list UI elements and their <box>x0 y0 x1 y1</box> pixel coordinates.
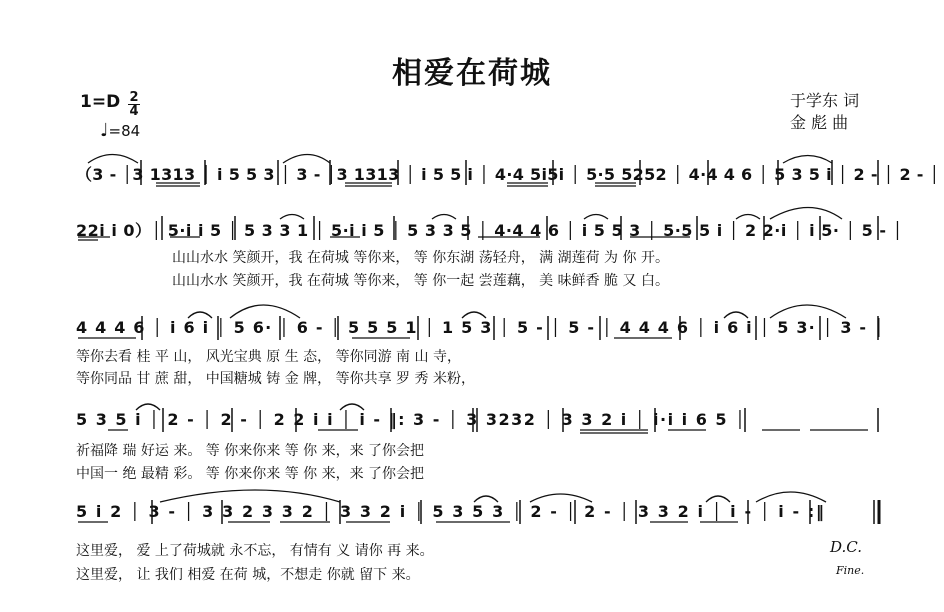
tempo-marking <box>100 120 140 141</box>
quarter-note-icon: ♩ <box>100 120 109 141</box>
notation-row-3: 4 4 4 6 │ i 6 i │ 5 6· │ 6 - │ 5 5 5 1 │ 1 5 3 │ 5 - │ 5 - │ 4 4 4 6 │ i 6 i │ 5 3· │ 3 - │ <box>76 318 885 337</box>
lyric-row-5-verse-2: 这里爱， 让 我们 相爱 在荷 城，不想走 你就 留下 来。 <box>76 567 420 583</box>
time-signature-bottom: 4 <box>129 104 139 119</box>
lyricist-credit: 于学东 词 <box>790 91 860 110</box>
lyric-row-2-verse-1: 山山水水 笑颜开，我 在荷城 等你来， 等 你东湖 荡轻舟， 满 湖莲荷 为 你 开。 <box>172 250 669 266</box>
composer-credit: 金 彪 曲 <box>790 113 849 132</box>
lyric-row-4-verse-2: 中国一 绝 最精 彩。 等 你来你来 等 你 来，来 了你会把 <box>76 466 425 482</box>
tempo-value: =84 <box>108 122 141 140</box>
notation-row-5: 5 i 2 │ 3 - │ 3 3 2 3 3 2 │ 3 3 2 i │ 5 3 5 3 │ 2 - │ 2 - │ 3 3 2 i │ i - │ i - :‖ <box>76 502 826 521</box>
fine-marking: Fine. <box>836 564 865 577</box>
dc-marking: D.C. <box>830 538 862 556</box>
lyric-row-2-verse-2: 山山水水 笑颜开，我 在荷城 等你来， 等 你一起 尝莲藕， 美 味鲜香 脆 又 白。 <box>172 273 669 289</box>
notation-row-2: 22i i 0）│ 5·i i 5 │ 5 3 3 1 │ 5·i i 5 │ 5 3 3 5 │ 4·4 4 6 │ i 5 5 3 │ 5·5 5 i │ 2 2·i │ i 5· │ 5 - │ <box>76 221 903 240</box>
lyric-row-3-verse-2: 等你同品 甘 蔗 甜， 中国糖城 铸 金 牌， 等你共享 罗 秀 米粉， <box>76 371 475 387</box>
lyric-row-3-verse-1: 等你去看 桂 平 山， 风光宝典 原 生 态， 等你同游 南 山 寺， <box>76 349 461 365</box>
time-signature-top: 2 <box>129 90 139 105</box>
notation-row-4: 5 3 5 i │ 2 - │ 2 - │ 2 2 i i │ i - ‖: 3 - │ 3 3232 │ 3 3 2 i │ i·i i 6 5 │ <box>76 410 747 429</box>
key-signature: 1=D <box>80 92 121 112</box>
lyric-row-4-verse-1: 祈福降 瑞 好运 来。 等 你来你来 等 你 来，来 了你会把 <box>76 443 425 459</box>
time-signature <box>128 92 140 117</box>
notation-row-1: （3 - │3 1313 │ i 5 5 3 │ 3 - │3 1313 │ i 5 5 i │ 4·4 5i5i │ 5·5 5252 │ 4·4 4 6 │ 5 3 5 i │ 2 - │ 2 - │ <box>76 165 940 184</box>
song-title: 相爱在荷城 <box>392 56 552 91</box>
lyric-row-5-verse-1: 这里爱， 爱 上了荷城就 永不忘， 有情有 义 请你 再 来。 <box>76 543 434 559</box>
